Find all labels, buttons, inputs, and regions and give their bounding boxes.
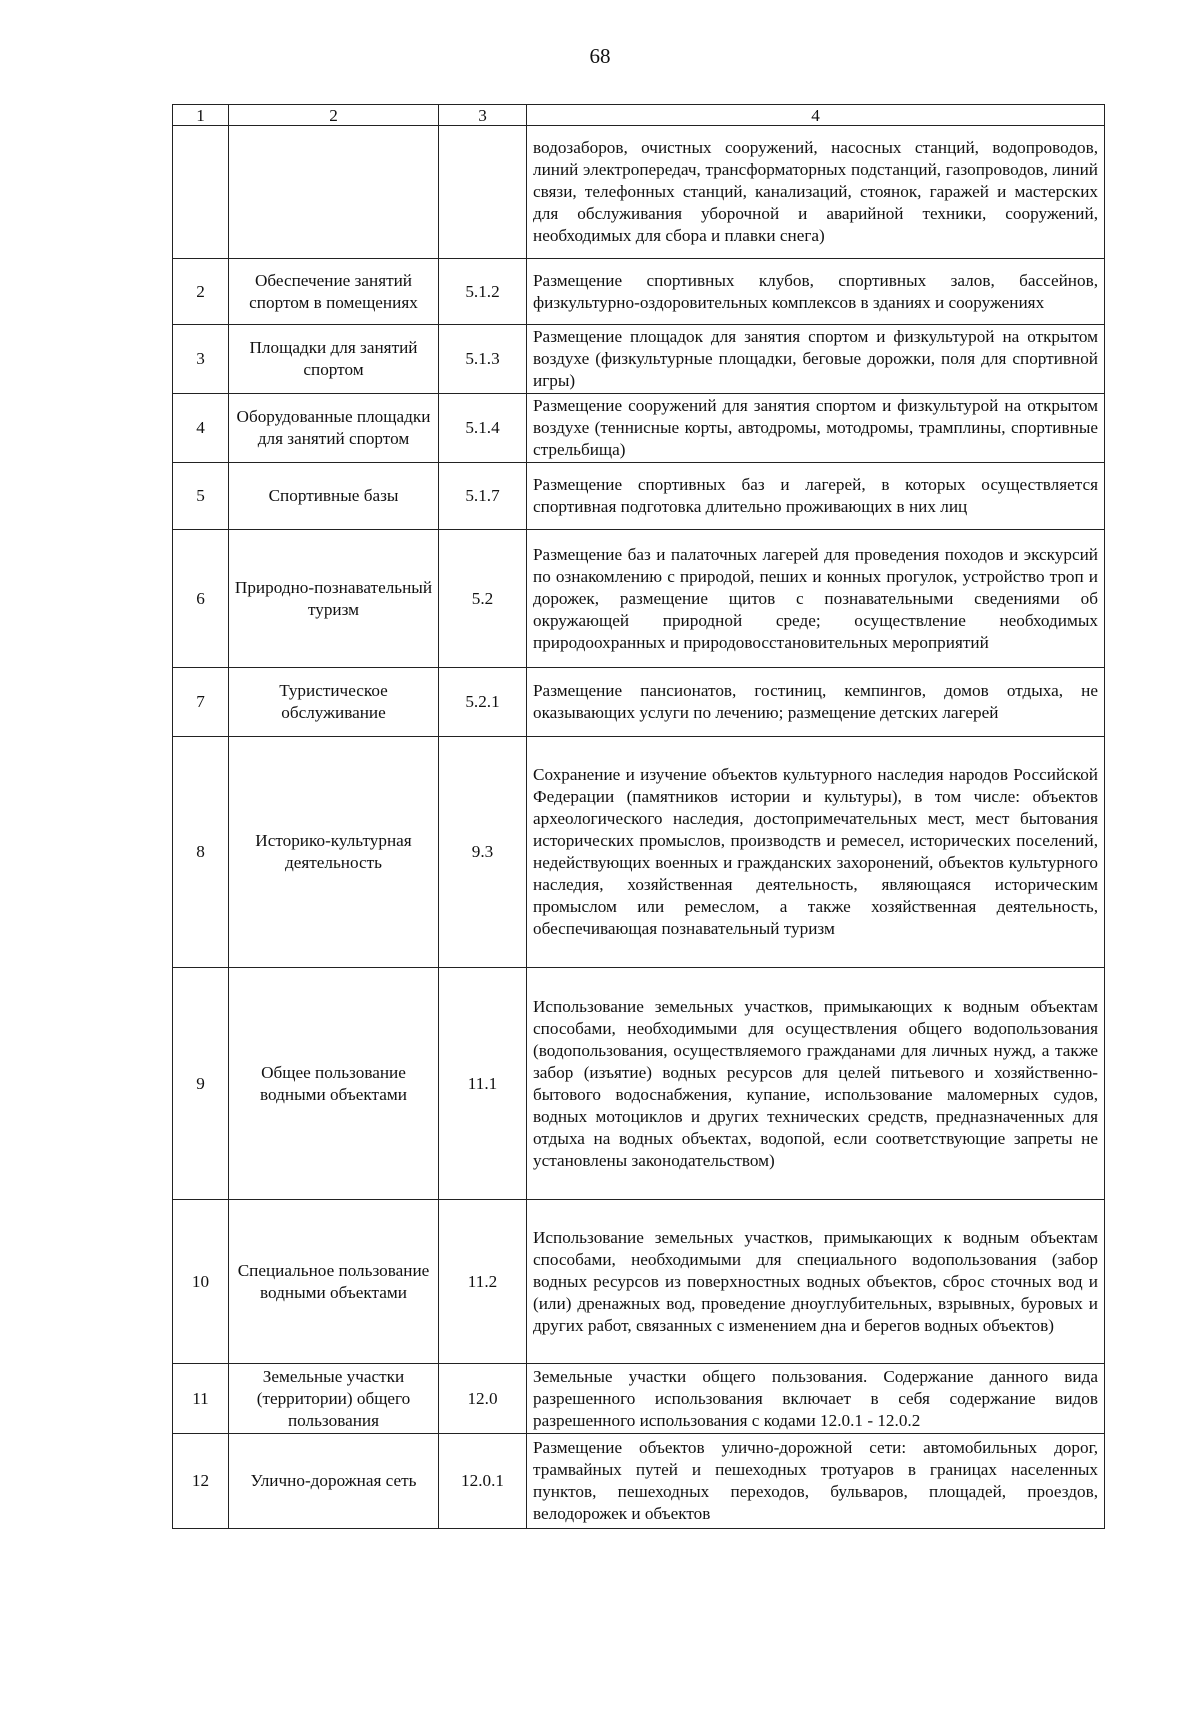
row-description: Размещение пансионатов, гостиниц, кемпингов, домов отдыха, не оказывающих услуги по лечению; размещение детских лагерей [527,668,1105,737]
table-row [173,737,1105,968]
header-col-3: 3 [439,105,527,126]
row-name: Общее пользование водными объектами [229,968,439,1200]
row-number: 2 [173,259,229,325]
row-description: Размещение баз и палаточных лагерей для проведения походов и экскурсий по ознакомлению с природой, пеших и конных прогулок, устройство троп и дорожек, размещение щитов с познавательными сведениями об окружающей природной среде; осуществление необходимых природоохранных и природовосстановительных мероприятий [527,530,1105,668]
row-name: Природно-познавательный туризм [229,530,439,668]
row-number: 7 [173,668,229,737]
table-row [173,668,1105,737]
row-description: Размещение спортивных баз и лагерей, в которых осуществляется спортивная подготовка длительно проживающих в них лиц [527,463,1105,530]
row-name [229,126,439,259]
row-number: 6 [173,530,229,668]
table-row [173,126,1105,259]
table-row [173,1434,1105,1529]
row-description: Размещение сооружений для занятия спортом и физкультурой на открытом воздухе (теннисные корты, автодромы, мотодромы, трамплины, спортивные стрельбища) [527,394,1105,463]
row-number: 9 [173,968,229,1200]
table-row [173,1200,1105,1364]
row-code: 12.0.1 [439,1434,527,1529]
row-description: Сохранение и изучение объектов культурного наследия народов Российской Федерации (памятников истории и культуры), в том числе: объектов археологического наследия, достопримечательных мест, мест бытования исторических промыслов, производств и ремесел, исторических поселений, недействующих военных и гражданских захоронений, объектов культурного наследия, хозяйственная деятельность, являющаяся историческим промыслом или ремеслом, а также хозяйственная деятельность, обеспечивающая познавательный туризм [527,737,1105,968]
row-number: 3 [173,325,229,394]
page-number: 68 [589,44,611,68]
table-row [173,1364,1105,1434]
row-code: 5.2 [439,530,527,668]
row-code: 5.1.7 [439,463,527,530]
table-row [173,394,1105,463]
header-col-4: 4 [527,105,1105,126]
row-code [439,126,527,259]
row-code: 11.2 [439,1200,527,1364]
row-description: Использование земельных участков, примыкающих к водным объектам способами, необходимыми для специального водопользования (забор водных ресурсов из поверхностных водных объектов, сброс сточных вод и (или) дренажных вод, проведение дноуглубительных, взрывных, буровых и других работ, связанных с изменением дна и берегов водных объектов) [527,1200,1105,1364]
row-name: Улично-дорожная сеть [229,1434,439,1529]
row-name: Площадки для занятий спортом [229,325,439,394]
row-name: Оборудованные площадки для занятий спортом [229,394,439,463]
row-description: Размещение объектов улично-дорожной сети: автомобильных дорог, трамвайных путей и пешеходных тротуаров в границах населенных пунктов, пешеходных переходов, бульваров, площадей, проездов, велодорожек и объектов [527,1434,1105,1529]
row-number: 12 [173,1434,229,1529]
land-use-table [172,104,1105,1529]
row-code: 5.2.1 [439,668,527,737]
row-code: 5.1.3 [439,325,527,394]
row-number: 4 [173,394,229,463]
row-name: Обеспечение занятий спортом в помещениях [229,259,439,325]
row-description: Размещение спортивных клубов, спортивных залов, бассейнов, физкультурно-оздоровительных комплексов в зданиях и сооружениях [527,259,1105,325]
row-number: 11 [173,1364,229,1434]
row-number [173,126,229,259]
row-description: водозаборов, очистных сооружений, насосных станций, водопроводов, линий электропередач, трансформаторных подстанций, газопроводов, линий связи, телефонных станций, канализаций, стоянок, гаражей и мастерских для обслуживания уборочной и аварийной техники, сооружений, необходимых для сбора и плавки снега) [527,126,1105,259]
row-number: 10 [173,1200,229,1364]
table-row [173,530,1105,668]
header-row [173,105,1105,126]
row-name: Историко-культурная деятельность [229,737,439,968]
row-description: Размещение площадок для занятия спортом и физкультурой на открытом воздухе (физкультурные площадки, беговые дорожки, поля для спортивной игры) [527,325,1105,394]
header-col-1: 1 [173,105,229,126]
row-code: 12.0 [439,1364,527,1434]
table-row [173,968,1105,1200]
row-name: Земельные участки (территории) общего пользования [229,1364,439,1434]
row-description: Использование земельных участков, примыкающих к водным объектам способами, необходимыми для осуществления общего водопользования (водопользования, осуществляемого гражданами для личных нужд, а также забор (изъятие) водных ресурсов для целей питьевого и хозяйственно-бытового водоснабжения, купание, использование маломерных судов, водных мотоциклов и других технических средств, предназначенных для отдыха на водных объектах, водопой, если соответствующие запреты не установлены законодательством) [527,968,1105,1200]
row-name: Спортивные базы [229,463,439,530]
row-code: 5.1.4 [439,394,527,463]
row-code: 5.1.2 [439,259,527,325]
table-row [173,259,1105,325]
table-row [173,325,1105,394]
row-code: 9.3 [439,737,527,968]
row-name: Специальное пользование водными объектами [229,1200,439,1364]
row-number: 8 [173,737,229,968]
row-name: Туристическое обслуживание [229,668,439,737]
header-col-2: 2 [229,105,439,126]
row-description: Земельные участки общего пользования. Содержание данного вида разрешенного использования включает в себя содержание видов разрешенного использования с кодами 12.0.1 - 12.0.2 [527,1364,1105,1434]
row-number: 5 [173,463,229,530]
table-row [173,463,1105,530]
row-code: 11.1 [439,968,527,1200]
